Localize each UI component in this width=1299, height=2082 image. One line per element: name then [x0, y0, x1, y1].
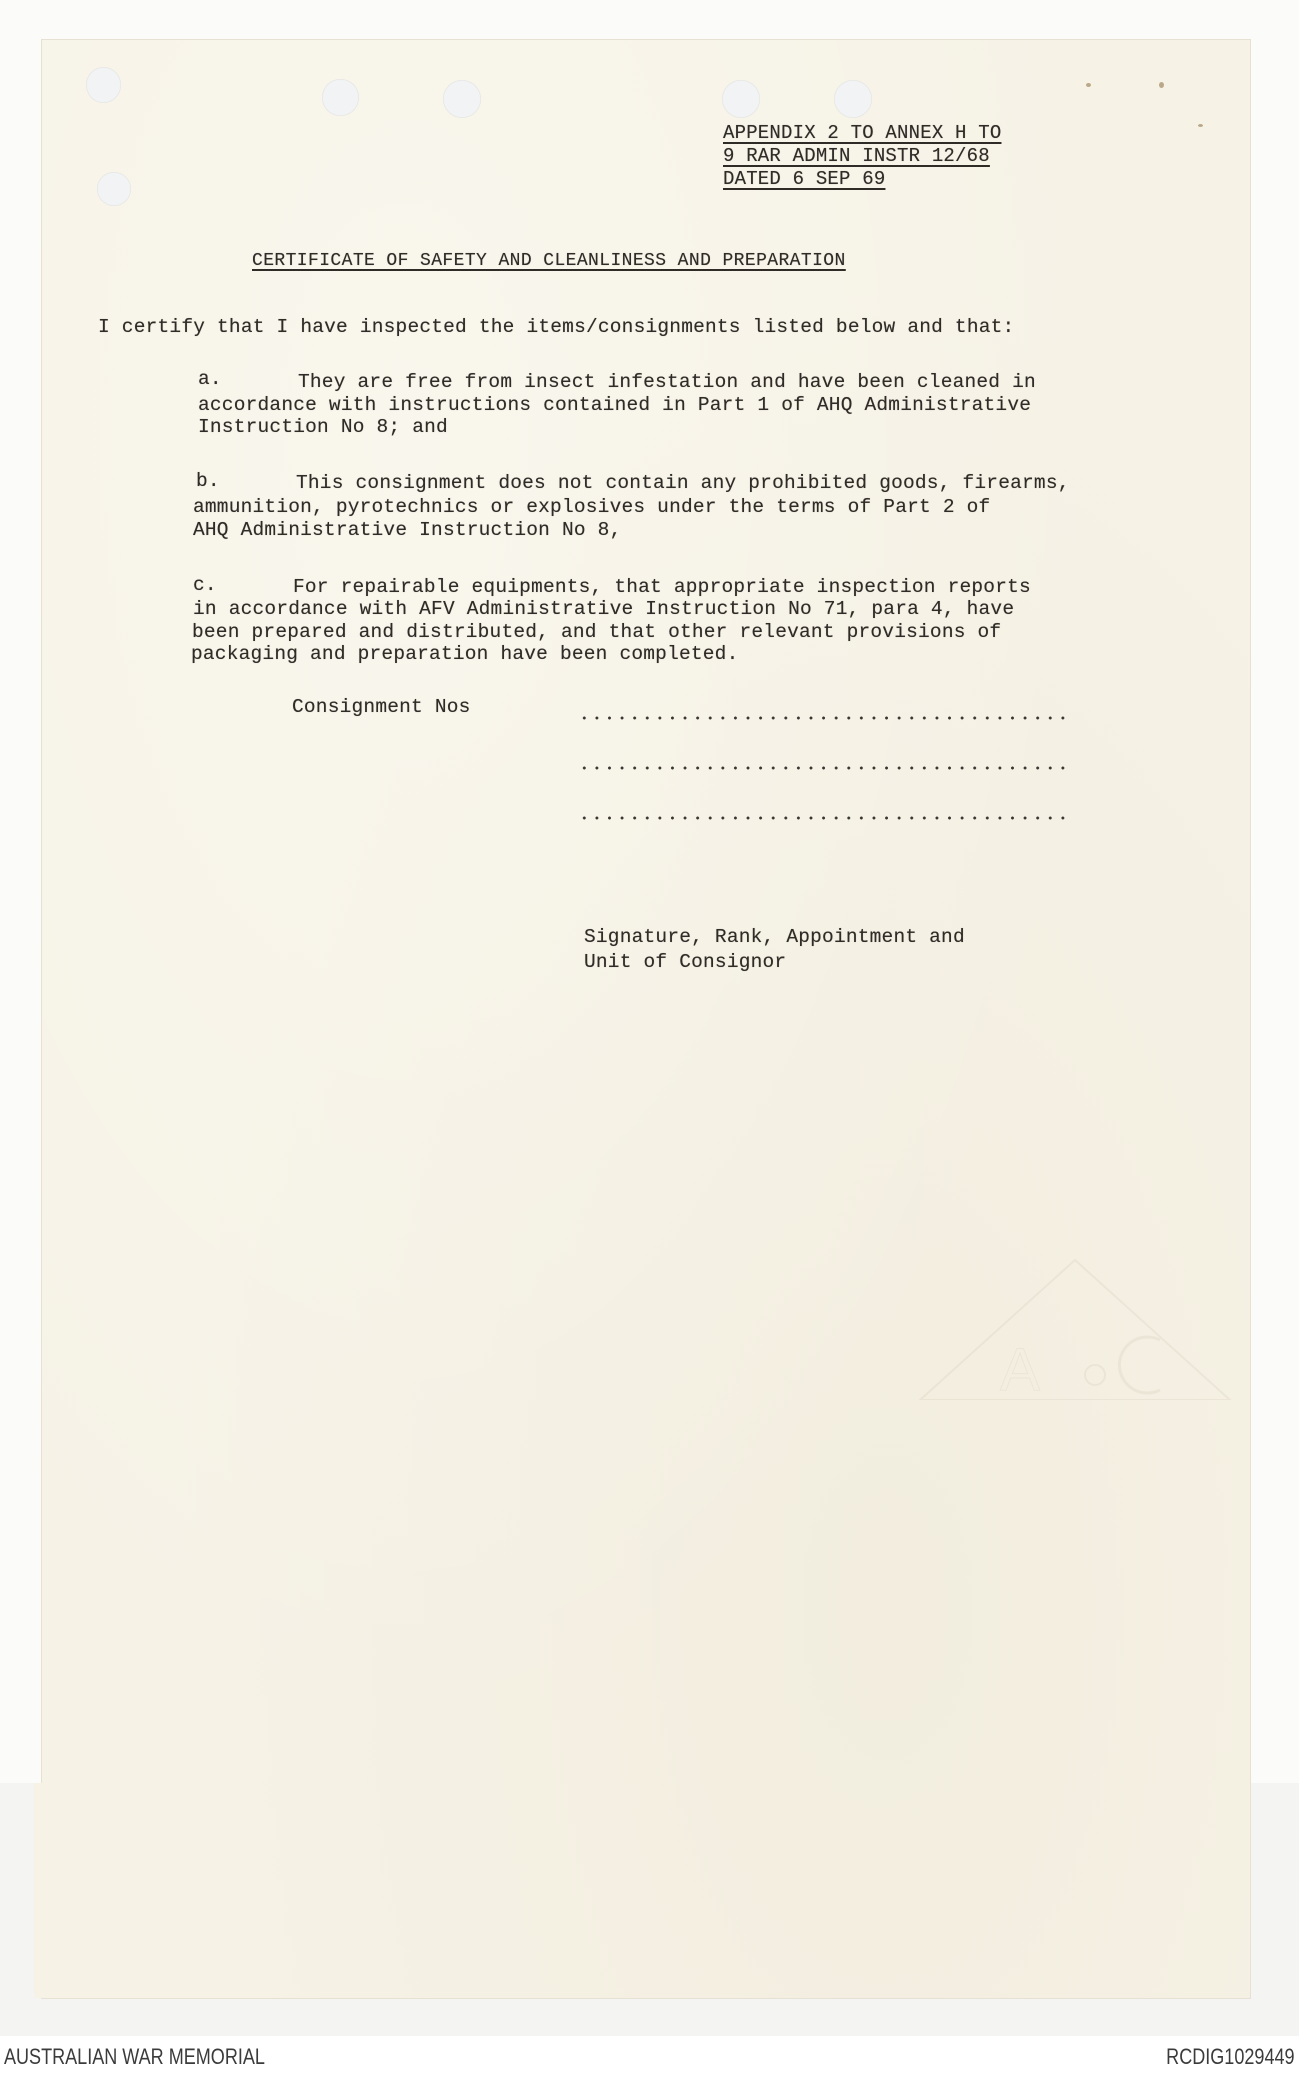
consignment-number-field-2[interactable] — [578, 766, 1070, 770]
paper-speck — [1086, 83, 1091, 87]
signature-caption-line-1: Signature, Rank, Appointment and — [584, 926, 965, 948]
punch-hole-icon — [722, 80, 760, 118]
paragraph-c-line: For repairable equipments, that appropriate inspection reports — [293, 576, 1031, 598]
appendix-reference-line-3: DATED 6 SEP 69 — [723, 168, 886, 190]
punch-hole-icon — [97, 172, 131, 206]
consignment-number-field-3[interactable] — [578, 816, 1070, 820]
archive-record-id: RCDIG1029449 — [1166, 2044, 1295, 2069]
punch-hole-icon — [322, 79, 359, 116]
consignment-nos-label: Consignment Nos — [292, 696, 471, 718]
paper-watermark-icon — [910, 1250, 1240, 1400]
intro-statement: I certify that I have inspected the items/consignments listed below and that: — [98, 316, 1015, 338]
paragraph-b-line: ammunition, pyrotechnics or explosives under the terms of Part 2 of — [193, 496, 991, 518]
paragraph-a-line: Instruction No 8; and — [198, 416, 448, 438]
paragraph-c-line: packaging and preparation have been completed. — [191, 643, 739, 665]
appendix-reference-line-2: 9 RAR ADMIN INSTR 12/68 — [723, 145, 990, 167]
punch-hole-icon — [443, 80, 481, 118]
punch-hole-icon — [86, 67, 121, 103]
svg-text:A: A — [1000, 1336, 1041, 1400]
paragraph-a-label: a. — [198, 368, 222, 390]
paragraph-b-line: This consignment does not contain any prohibited goods, firearms, — [296, 472, 1070, 494]
punch-hole-icon — [834, 80, 872, 118]
paragraph-b-label: b. — [196, 470, 220, 492]
paragraph-c-line: been prepared and distributed, and that other relevant provisions of — [192, 621, 1002, 643]
document-title: CERTIFICATE OF SAFETY AND CLEANLINESS AND PREPARATION — [252, 251, 846, 271]
paragraph-b-line: AHQ Administrative Instruction No 8, — [193, 519, 622, 541]
paragraph-c-label: c. — [193, 574, 217, 596]
document-page-edge — [34, 1783, 44, 1998]
signature-caption-line-2: Unit of Consignor — [584, 951, 787, 973]
paragraph-a-line: They are free from insect infestation and have been cleaned in — [298, 371, 1036, 393]
paper-speck — [1159, 82, 1164, 88]
consignment-number-field-1[interactable] — [578, 716, 1070, 720]
paper-speck — [1198, 124, 1203, 127]
appendix-reference-line-1: APPENDIX 2 TO ANNEX H TO — [723, 122, 1002, 144]
paragraph-a-line: accordance with instructions contained in Part 1 of AHQ Administrative — [198, 394, 1032, 416]
paragraph-c-line: in accordance with AFV Administrative Instruction No 71, para 4, have — [193, 598, 1015, 620]
archive-institution-name: AUSTRALIAN WAR MEMORIAL — [4, 2044, 265, 2069]
